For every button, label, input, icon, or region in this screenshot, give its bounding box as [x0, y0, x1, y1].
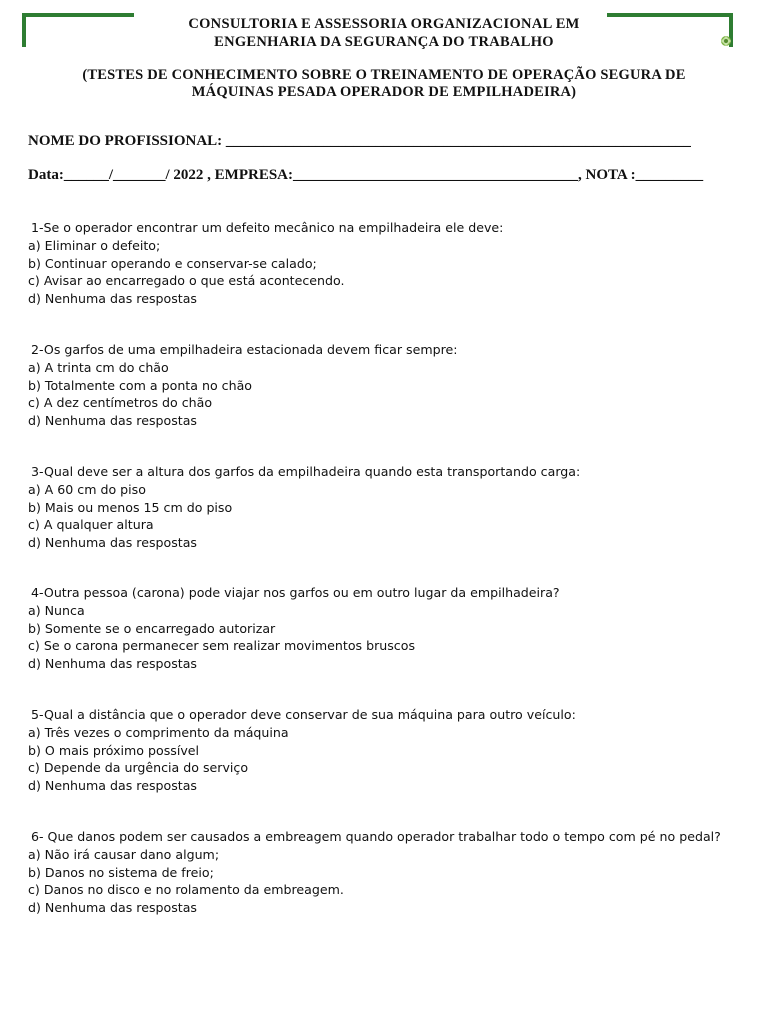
- option-a: a) Três vezes o comprimento da máquina: [28, 724, 289, 740]
- date-company-grade-field[interactable]: Data:______/_______/ 2022 , EMPRESA:______________________________________, NOTA :_________: [28, 167, 704, 183]
- option-d: d) Nenhuma das respostas: [28, 413, 197, 429]
- option-a: a) Não irá causar dano algum;: [28, 846, 220, 862]
- question-stem: 1-Se o operador encontrar um defeito mecânico na empilhadeira ele deve:: [31, 220, 504, 235]
- test-title-line2: MÁQUINAS PESADA OPERADOR DE EMPILHADEIRA): [191, 84, 577, 100]
- option-d: d) Nenhuma das respostas: [28, 778, 197, 794]
- option-a: a) Eliminar o defeito;: [28, 237, 161, 253]
- option-c: c) A qualquer altura: [28, 517, 154, 533]
- question-2: [28, 341, 748, 430]
- professional-name-field[interactable]: NOME DO PROFISSIONAL: ______________________________________________________________: [28, 133, 691, 149]
- option-d: d) Nenhuma das respostas: [28, 656, 197, 672]
- option-b: b) Continuar operando e conservar-se calado;: [28, 255, 317, 271]
- option-a: a) A trinta cm do chão: [28, 359, 169, 375]
- option-b: b) O mais próximo possível: [28, 742, 200, 758]
- question-stem: 2-Os garfos de uma empilhadeira estacionada devem ficar sempre:: [31, 342, 458, 357]
- option-b: b) Mais ou menos 15 cm do piso: [28, 499, 233, 515]
- option-d: d) Nenhuma das respostas: [28, 535, 197, 551]
- option-b: b) Somente se o encarregado autorizar: [28, 620, 276, 636]
- question-5: [28, 706, 748, 795]
- question-stem: 5-Qual a distância que o operador deve conservar de sua máquina para outro veículo:: [31, 707, 576, 722]
- option-c: c) Danos no disco e no rolamento da embreagem.: [28, 882, 344, 898]
- option-c: c) Depende da urgência do serviço: [28, 760, 249, 776]
- option-c: c) Avisar ao encarregado o que está acontecendo.: [28, 273, 345, 289]
- question-stem: 3-Qual deve ser a altura dos garfos da empilhadeira quando esta transportando carga:: [31, 464, 581, 479]
- option-c: c) Se o carona permanecer sem realizar movimentos bruscos: [28, 638, 415, 654]
- option-b: b) Totalmente com a ponta no chão: [28, 377, 252, 393]
- option-a: a) A 60 cm do piso: [28, 481, 146, 497]
- option-a: a) Nunca: [28, 602, 85, 618]
- question-stem: 6- Que danos podem ser causados a embreagem quando operador trabalhar todo o tempo com pé no pedal?: [31, 829, 721, 844]
- option-d: d) Nenhuma das respostas: [28, 291, 197, 307]
- test-title-line1: (TESTES DE CONHECIMENTO SOBRE O TREINAMENTO DE OPERAÇÃO SEGURA DE: [82, 67, 686, 83]
- org-title-line1: CONSULTORIA E ASSESSORIA ORGANIZACIONAL EM: [188, 16, 580, 32]
- org-title-line2: ENGENHARIA DA SEGURANÇA DO TRABALHO: [214, 34, 554, 50]
- question-6: [28, 828, 748, 917]
- question-4: [28, 584, 748, 673]
- option-b: b) Danos no sistema de freio;: [28, 864, 214, 880]
- option-c: c) A dez centímetros do chão: [28, 395, 213, 411]
- option-d: d) Nenhuma das respostas: [28, 900, 197, 916]
- question-3: [28, 463, 748, 552]
- question-1: [28, 219, 748, 308]
- question-stem: 4-Outra pessoa (carona) pode viajar nos garfos ou em outro lugar da empilhadeira?: [31, 585, 560, 600]
